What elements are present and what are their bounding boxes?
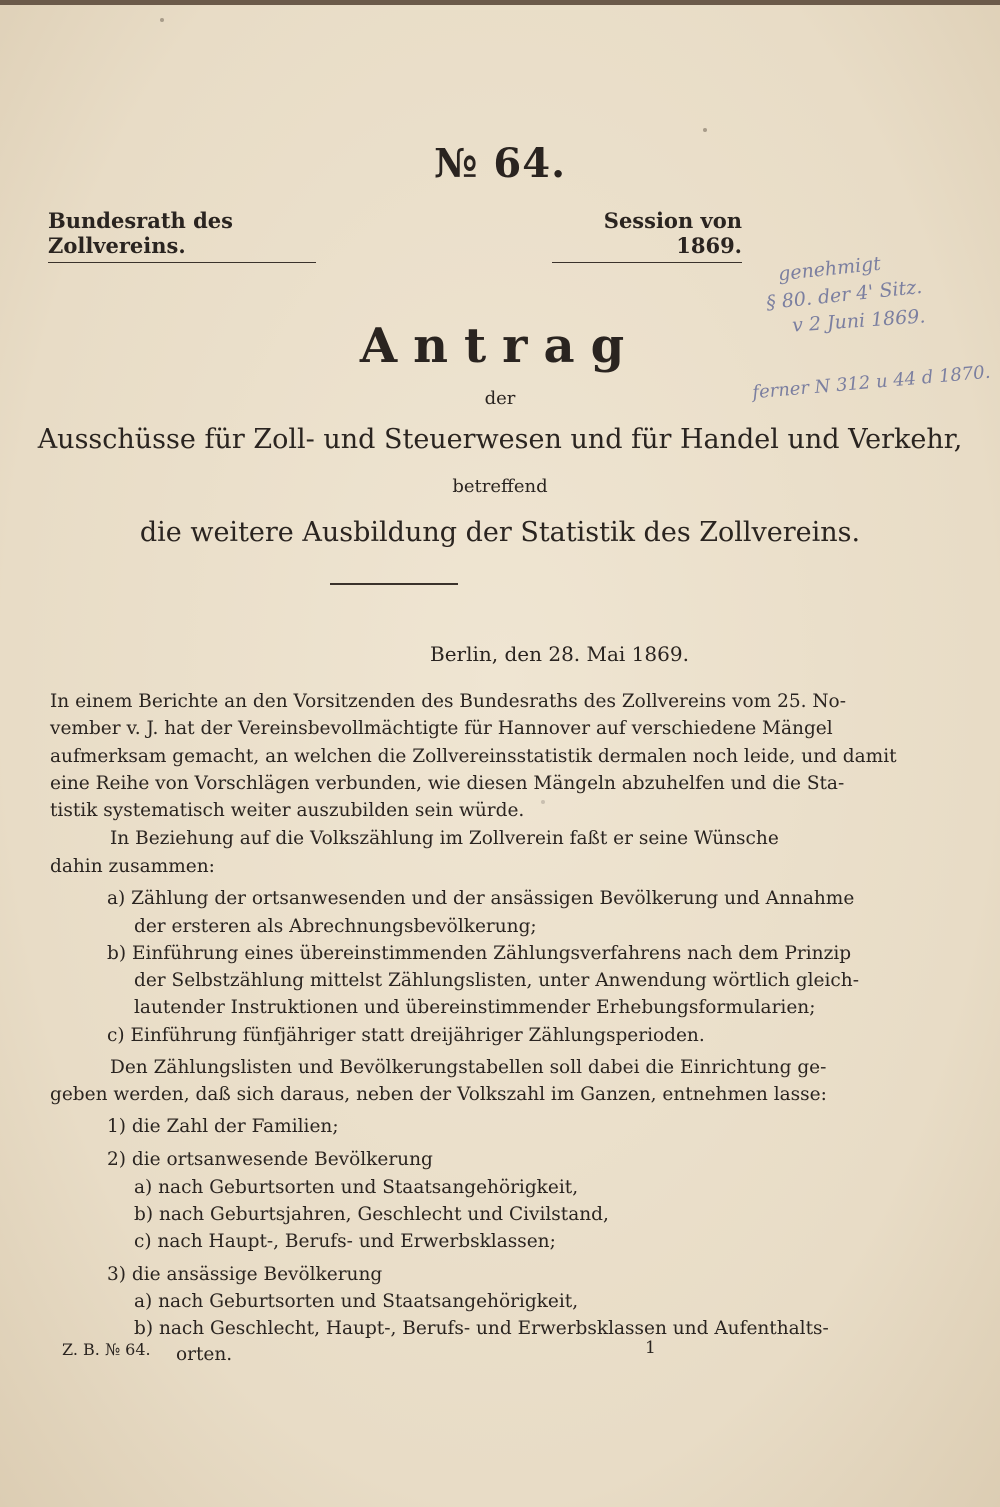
list-item: 3) die ansässige Bevölkerung xyxy=(107,1264,383,1285)
header-left: Bundesrath des Zollvereins. xyxy=(48,208,316,263)
list-item-continuation: der Selbstzählung mittelst Zählungslisten, unter Anwendung wörtlich gleich- xyxy=(134,970,859,991)
sub-list-item: b) nach Geburtsjahren, Geschlecht und Civilstand, xyxy=(134,1204,609,1225)
dateline: Berlin, den 28. Mai 1869. xyxy=(430,642,689,666)
body-line: eine Reihe von Vorschlägen verbunden, wie diesen Mängeln abzuhelfen und die Sta- xyxy=(50,773,845,794)
sub-list-item: c) nach Haupt-, Berufs- und Erwerbsklassen; xyxy=(134,1231,556,1252)
body-line: In einem Berichte an den Vorsitzenden des Bundesraths des Zollvereins vom 25. No- xyxy=(50,691,846,712)
sub-list-item: b) nach Geschlecht, Haupt-, Berufs- und Erwerbsklassen und Aufenthalts- xyxy=(134,1318,829,1339)
list-item: 1) die Zahl der Familien; xyxy=(107,1116,339,1137)
subject-line: die weitere Ausbildung der Statistik des Zollvereins. xyxy=(139,517,861,548)
sub-list-item-continuation: orten. xyxy=(176,1344,233,1365)
document-title: Antrag xyxy=(359,318,641,374)
body-line: dahin zusammen: xyxy=(50,856,215,877)
list-item-continuation: lautender Instruktionen und übereinstimmender Erhebungsformularien; xyxy=(134,997,816,1018)
list-item: b) Einführung eines übereinstimmenden Zählungsverfahrens nach dem Prinzip xyxy=(107,943,852,964)
header-right: Session von 1869. xyxy=(552,208,742,263)
list-item: c) Einführung fünfjähriger statt dreijähriger Zählungsperioden. xyxy=(107,1025,705,1046)
top-edge xyxy=(0,0,1000,5)
body-line: Den Zählungslisten und Bevölkerungstabellen soll dabei die Einrichtung ge- xyxy=(110,1057,827,1078)
title-der: der xyxy=(484,388,516,409)
list-item-continuation: der ersteren als Abrechnungsbevölkerung; xyxy=(134,916,537,937)
sub-list-item: a) nach Geburtsorten und Staatsangehörigkeit, xyxy=(134,1291,579,1312)
body-line: tistik systematisch weiter auszubilden sein würde. xyxy=(50,800,525,821)
paper-speck xyxy=(160,18,164,22)
sub-list-item: a) nach Geburtsorten und Staatsangehörigkeit, xyxy=(134,1177,579,1198)
list-item: 2) die ortsanwesende Bevölkerung xyxy=(107,1149,433,1170)
handwritten-note-2: § 80. der 4' Sitz. xyxy=(765,275,924,315)
page-number: 1 xyxy=(645,1338,656,1358)
betreffend-line: betreffend xyxy=(452,476,548,497)
committee-line: Ausschüsse für Zoll- und Steuerwesen und für Handel und Verkehr, xyxy=(37,424,963,455)
list-item: a) Zählung der ortsanwesenden und der ansässigen Bevölkerung und Annahme xyxy=(107,888,855,909)
handwritten-note-4: ferner N 312 u 44 d 1870. xyxy=(751,361,992,404)
footer-reference: Z. B. № 64. xyxy=(62,1340,151,1359)
handwritten-note-1: genehmigt xyxy=(777,252,882,286)
separator-rule xyxy=(330,583,458,585)
body-line: aufmerksam gemacht, an welchen die Zollvereinsstatistik dermalen noch leide, und damit xyxy=(50,746,897,767)
body-line: vember v. J. hat der Vereinsbevollmächtigte für Hannover auf verschiedene Mängel xyxy=(50,718,833,739)
handwritten-note-3: v 2 Juni 1869. xyxy=(791,305,927,337)
paper-speck xyxy=(541,800,545,804)
paper-speck xyxy=(703,128,707,132)
body-line: geben werden, daß sich daraus, neben der Volkszahl im Ganzen, entnehmen lasse: xyxy=(50,1084,827,1105)
body-line: In Beziehung auf die Volkszählung im Zollverein faßt er seine Wünsche xyxy=(110,828,779,849)
document-number: № 64. xyxy=(434,140,566,187)
